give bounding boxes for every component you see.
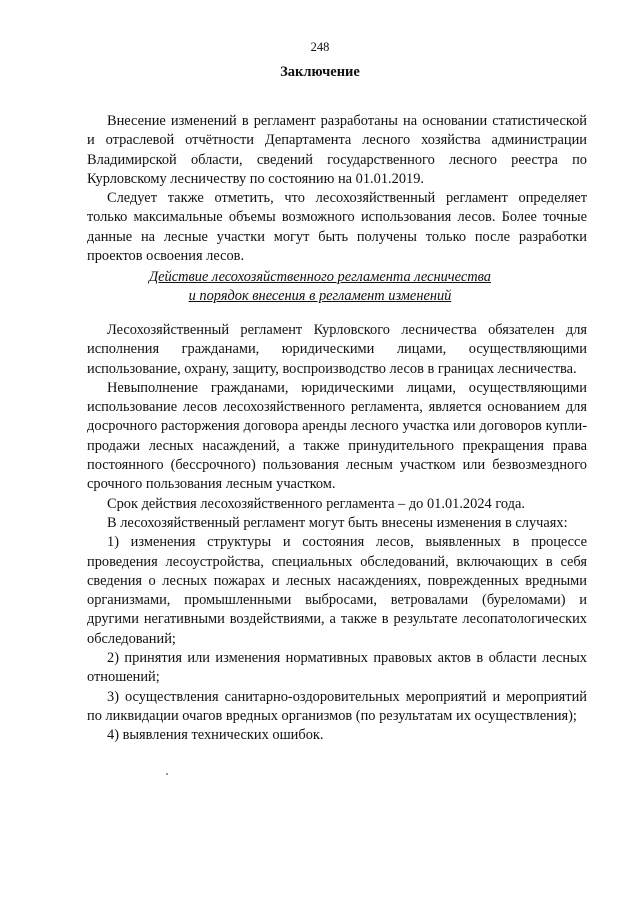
list-item: 2) принятия или изменения нормативных правовых актов в области лесных отношений;	[87, 650, 587, 686]
intro-section	[87, 112, 587, 266]
body-section	[87, 321, 587, 746]
page-title: Заключение	[280, 64, 360, 80]
subheading-line: Действие лесохозяйственного регламента лесничества	[148, 269, 491, 285]
body-paragraph: Срок действия лесохозяйственного регламента – до 01.01.2024 года.	[107, 495, 525, 512]
page-number: 248	[310, 40, 330, 54]
section-subheading	[87, 268, 553, 306]
body-paragraph: Лесохозяйственный регламент Курловского лесничества обязателен для исполнения гражданами, юридическими лицами, осуществляющими использование, охрану, защиту, воспроизводство лесов в границах лесничества.	[87, 322, 587, 377]
list-item: 3) осуществления санитарно-оздоровительных мероприятий и мероприятий по ликвидации очагов вредных организмов (по результатам их осуществления);	[87, 688, 587, 724]
list-item: 4) выявления технических ошибок.	[107, 727, 324, 744]
intro-paragraph: Следует также отметить, что лесохозяйственный регламент определяет только максимальные объемы возможного использования лесов. Более точные данные на лесные участки могут быть получены только после разработки проектов освоения лесов.	[87, 190, 587, 265]
scan-speck	[166, 773, 168, 775]
body-paragraph: Невыполнение гражданами, юридическими лицами, осуществляющими использование лесов лесохозяйственного регламента, является основанием для досрочного расторжения договора аренды лесного участка или договоров купли-продажи лесных насаждений, а также принудительного прекращения права постоянного (бессрочного) пользования лесным участком или безвозмездного срочного пользования лесным участком.	[87, 379, 587, 493]
subheading-line: и порядок внесения в регламент изменений	[188, 288, 452, 304]
list-item: 1) изменения структуры и состояния лесов, выявленных в процессе проведения лесоустройства, специальных обследований, включающих в себя сведения о лесных пожарах и лесных насаждениях, поврежденных вредными организмами, промышленными выбросами, ветровалами (буреломами) и другими негативными воздействиями, а также в результате лесопатологических обследований;	[87, 534, 587, 647]
intro-paragraph: Внесение изменений в регламент разработаны на основании статистической и отраслевой отчётности Департамента лесного хозяйства администрации Владимирской области, сведений государственного лесного реестра по Курловскому лесничеству по состоянию на 01.01.2019.	[87, 113, 587, 187]
body-paragraph: В лесохозяйственный регламент могут быть внесены изменения в случаях:	[107, 514, 568, 531]
